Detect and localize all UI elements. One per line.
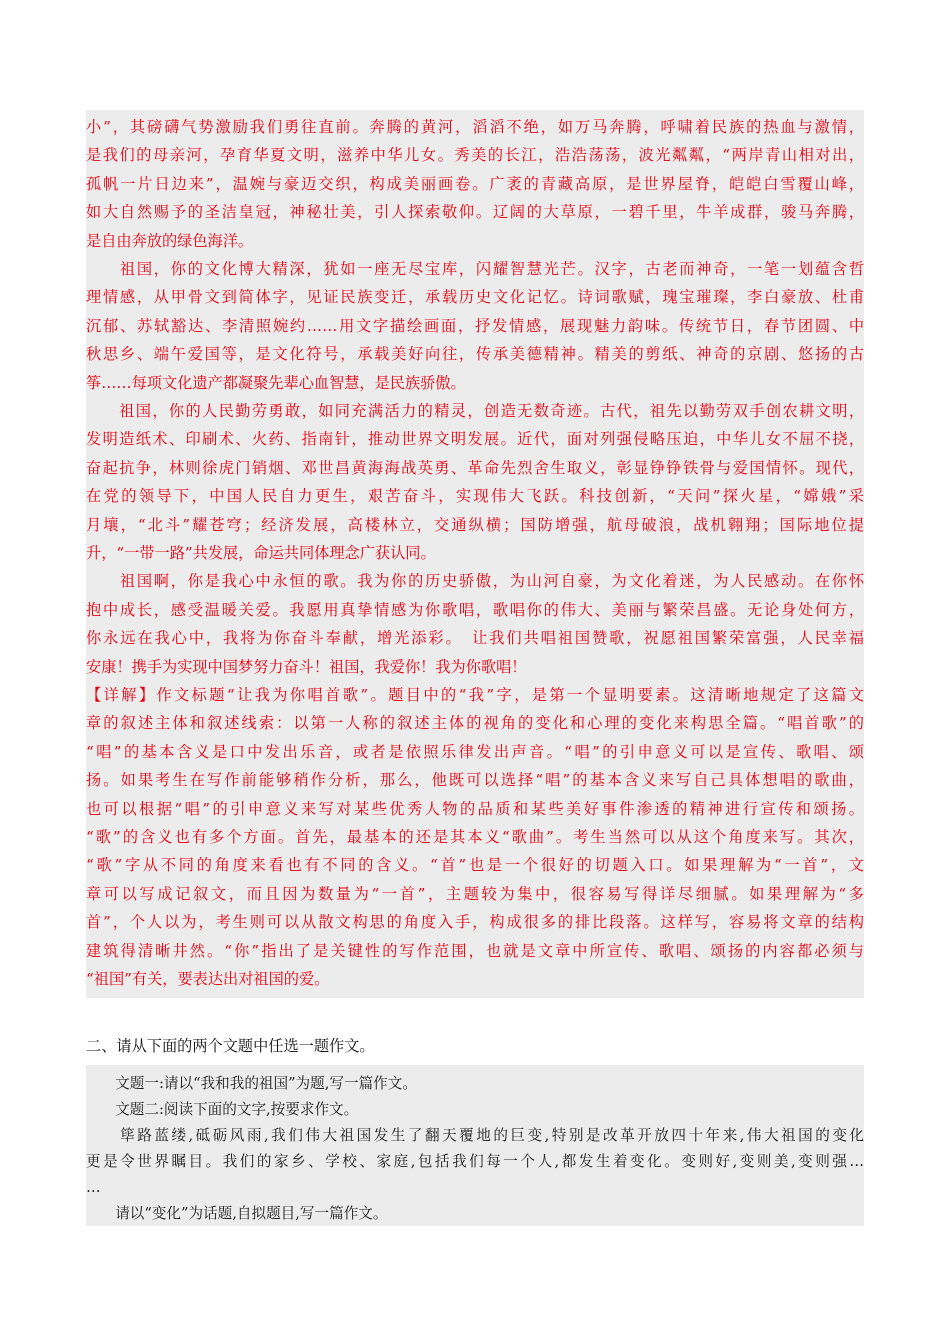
answer-line: 祖国啊，你是我心中永恒的歌。我为你的历史骄傲，为山河自豪，为文化着迷，为人民感动。在你怀 [86, 572, 864, 591]
answer-line: 月壤，“北斗”耀苍穹；经济发展，高楼林立，交通纵横；国防增强，航母破浪，战机翱翔；国际地位提 [86, 515, 864, 534]
answer-line: 沉郁、苏轼豁达、李清照婉约……用文字描绘画面，抒发情感，展现魅力韵味。传统节日，春节团圆、中 [86, 316, 864, 335]
answer-line: 秋思乡、端午爱国等，是文化符号，承载美好向往，传承美德精神。精美的剪纸、神奇的京剧、悠扬的古 [86, 345, 864, 364]
prompt-line: 更是令世界瞩目。我们的家乡、学校、家庭,包括我们每一个人,都发生着变化。变则好,变则美,变则强… [86, 1153, 864, 1170]
answer-line: 是我们的母亲河，孕育华夏文明，滋养中华儿女。秀美的长江，浩浩荡荡，波光粼粼，“两岸青山相对出， [86, 146, 864, 165]
prompt-line: 文题一:请以“我和我的祖国”为题,写一篇作文。 [86, 1075, 417, 1092]
question-2-title: 二、请从下面的两个文题中任选一题作文。 [86, 1037, 375, 1055]
answer-line: 升，“一带一路”共发展，命运共同体理念广获认同。 [86, 544, 436, 562]
answer-line: 祖国，你的文化博大精深，犹如一座无尽宝库，闪耀智慧光芒。汉字，古老而神奇，一笔一划蕴含哲 [86, 260, 864, 278]
answer-line: 发明造纸术、印刷术、火药、指南针，推动世界文明发展。近代，面对列强侵略压迫，中华儿女不屈不挠， [86, 430, 864, 449]
answer-line: 是自由奔放的绿色海洋。 [86, 231, 254, 250]
answer-line: 如大自然赐予的圣洁皇冠，神秘壮美，引人探索敬仰。辽阔的大草原，一碧千里，牛羊成群，骏马奔腾， [86, 203, 864, 222]
answer-line: 小”，其磅礴气势激励我们勇往直前。奔腾的黄河，滔滔不绝，如万马奔腾，呼啸着民族的热血与激情， [86, 118, 864, 136]
answer-line: “唱”的基本含义是口中发出乐音，或者是依照乐律发出声音。“唱”的引申意义可以是宣传、歌唱、颂 [86, 742, 864, 761]
prompt-line: 请以“变化”为话题,自拟题目,写一篇作文。 [86, 1205, 388, 1222]
prompt-line: … [86, 1179, 101, 1196]
answer-line: 章可以写成记叙文，而且因为数量为“一首”，主题较为集中，很容易写得详尽细腻。如果理解为“多 [86, 884, 864, 903]
answer-line: 建筑得清晰井然。“你”指出了是关键性的写作范围，也就是文章中所宣传、歌唱、颂扬的内容都必须与 [86, 941, 864, 960]
answer-line: 抱中成长，感受温暖关爱。我愿用真挚情感为你歌唱，歌唱你的伟大、美丽与繁荣昌盛。无论身处何方， [86, 600, 864, 619]
question-2-prompt [86, 1065, 864, 1226]
prompt-line: 文题二:阅读下面的文字,按要求作文。 [86, 1101, 359, 1118]
answer-line: 孤帆一片日边来”，温婉与豪迈交织，构成美丽画卷。广袤的青藏高原，是世界屋脊，皑皑白雪覆山峰， [86, 174, 864, 193]
answer-line: “祖国”有关，要表达出对祖国的爱。 [86, 970, 330, 988]
answer-line: “歌”字从不同的角度来看也有不同的含义。“首”也是一个很好的切题入口。如果理解为“一首”，文 [86, 856, 864, 875]
answer-line: 奋起抗争，林则徐虎门销烟、邓世昌黄海海战英勇、革命先烈舍生取义，彰显铮铮铁骨与爱国情怀。现代， [86, 458, 864, 477]
answer-line: 筝……每项文化遗产都凝聚先辈心血智慧，是民族骄傲。 [86, 373, 466, 392]
answer-line: 首”，个人以为，考生则可以从散文构思的角度入手，构成很多的排比段落。这样写，容易将文章的结构 [86, 913, 864, 932]
answer-line: 章的叙述主体和叙述线索：以第一人称的叙述主体的视角的变化和心理的变化来构思全篇。“唱首歌”的 [86, 714, 864, 733]
answer-line: 在党的领导下，中国人民自力更生，艰苦奋斗，实现伟大飞跃。科技创新，“天问”探火星，“嫦娥”采 [86, 487, 864, 506]
answer-line: “歌”的含义也有多个方面。首先，最基本的还是其本义“歌曲”。考生当然可以从这个角度来写。其次， [86, 828, 864, 846]
answer-line: 理情感，从甲骨文到简体字，见证民族变迁，承载历史文化记忆。诗词歌赋，瑰宝璀璨，李白豪放、杜甫 [86, 288, 864, 307]
answer-line: 你永远在我心中，我将为你奋斗奉献，增光添彩。 让我们共唱祖国赞歌，祝愿祖国繁荣富强，人民幸福 [86, 629, 864, 648]
answer-passage [86, 110, 864, 998]
answer-line: 安康！携手为实现中国梦努力奋斗！祖国，我爱你！我为你歌唱！ [86, 657, 527, 676]
answer-line: 祖国，你的人民勤劳勇敢，如同充满活力的精灵，创造无数奇迹。古代，祖先以勤劳双手创农耕文明， [86, 402, 864, 420]
answer-line: 【详解】作文标题“让我为你唱首歌”。题目中的“我”字，是第一个显明要素。这清晰地规定了这篇文 [86, 686, 864, 704]
answer-line: 也可以根据“唱”的引申意义来写对某些优秀人物的品质和某些美好事件渗透的精神进行宣传和颂扬。 [86, 799, 864, 818]
answer-line: 扬。如果考生在写作前能够稍作分析，那么，他既可以选择“唱”的基本含义来写自己具体想唱的歌曲， [86, 771, 864, 790]
prompt-line: 筚路蓝缕,砥砺风雨,我们伟大祖国发生了翻天覆地的巨变,特别是改革开放四十年来,伟大祖国的变化 [86, 1127, 864, 1144]
